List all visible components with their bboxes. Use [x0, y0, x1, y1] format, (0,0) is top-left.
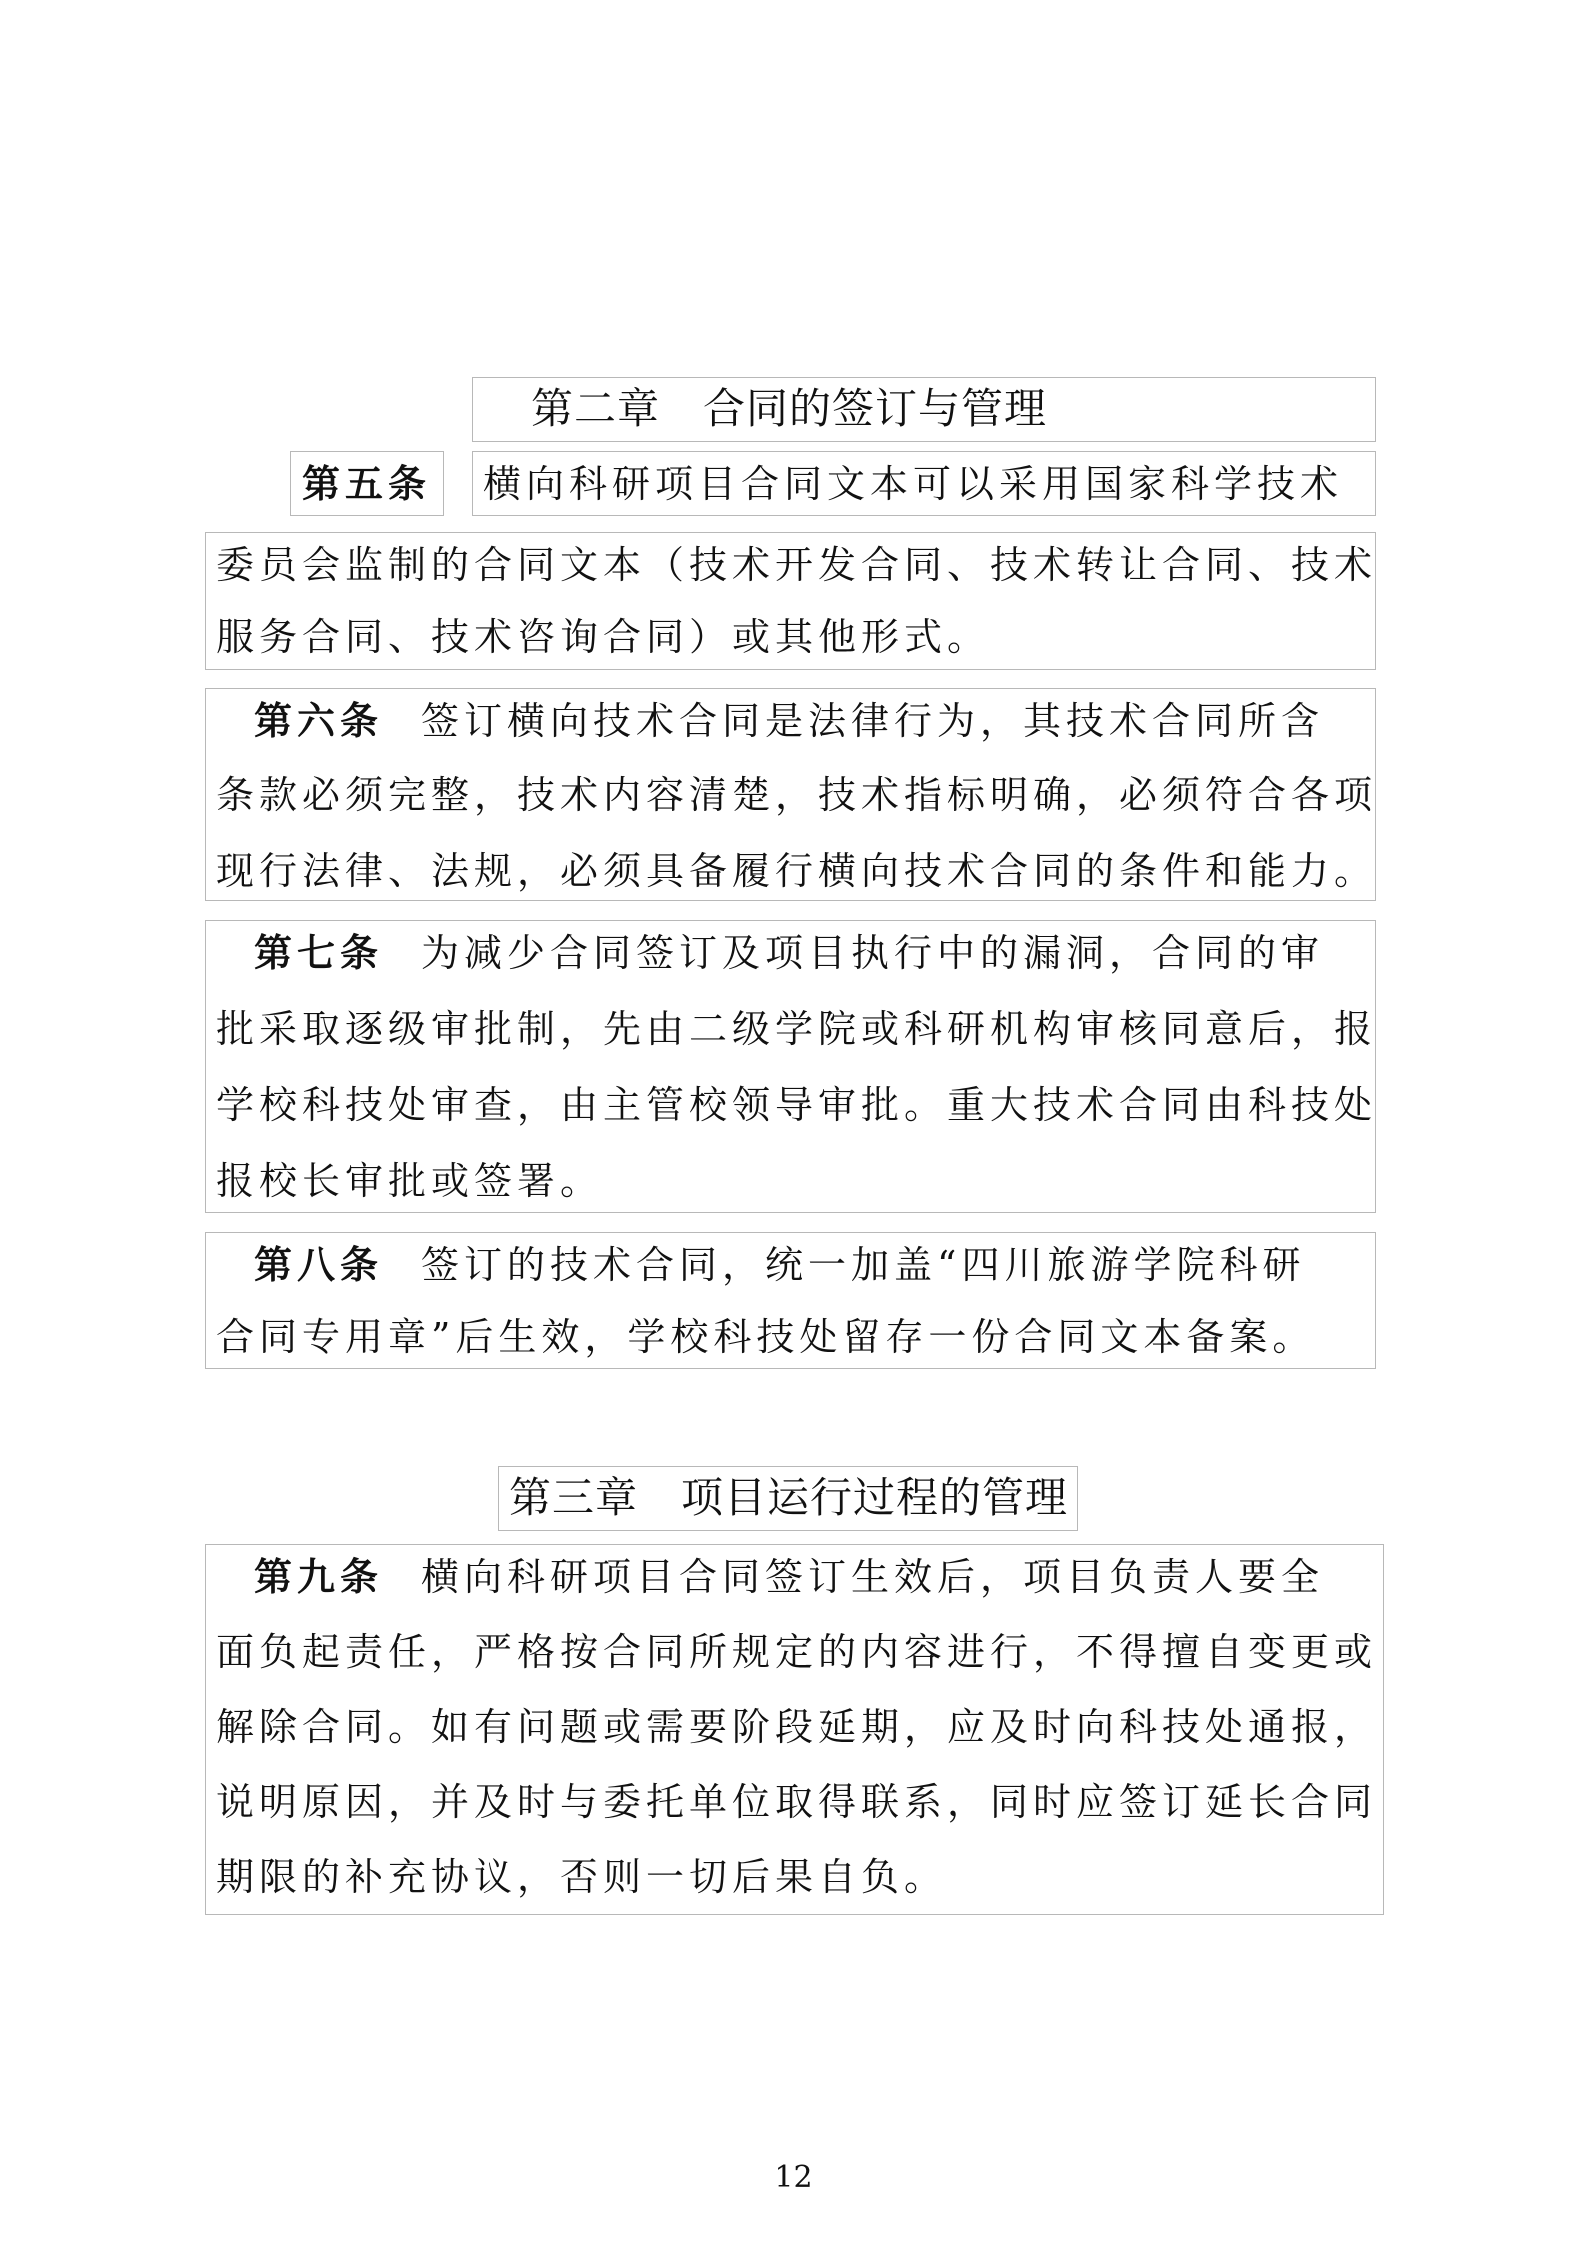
chapter3-title: 第三章 项目运行过程的管理: [509, 1473, 1069, 1522]
article8-line2: 合同专用章”后生效，学校科技处留存一份合同文本备案。: [216, 1315, 1316, 1359]
chapter3-heading-box: [498, 1466, 1078, 1531]
article7-line3: 学校科技处审查，由主管校领导审批。重大技术合同由科技处: [216, 1083, 1378, 1127]
article7-label: 第七条: [254, 930, 384, 975]
article6-box: [205, 688, 1376, 901]
article9-label: 第九条: [254, 1554, 384, 1599]
article5-label-box: [290, 451, 444, 516]
article7-line4: 报校长审批或签署。: [216, 1159, 604, 1203]
article8-box: [205, 1232, 1376, 1369]
page-number: 12: [774, 2160, 813, 2195]
article5-line2: 委员会监制的合同文本（技术开发合同、技术转让合同、技术: [216, 543, 1378, 587]
chapter2-title: 第二章 合同的签订与管理: [531, 384, 1048, 433]
article5-continuation-box: [205, 532, 1376, 670]
article7-line2: 批采取逐级审批制，先由二级学院或科研机构审核同意后，报: [216, 1007, 1378, 1051]
article9-line4: 说明原因，并及时与委托单位取得联系，同时应签订延长合同: [216, 1780, 1378, 1824]
article9-box: [205, 1544, 1384, 1915]
article8-label: 第八条: [254, 1242, 384, 1287]
article7-box: [205, 920, 1376, 1213]
article9-line2: 面负起责任，严格按合同所规定的内容进行，不得擅自变更或: [216, 1630, 1378, 1674]
article5-label: 第五条: [302, 461, 432, 506]
article6-line3: 现行法律、法规，必须具备履行横向技术合同的条件和能力。: [216, 849, 1378, 893]
article5-line3: 服务合同、技术咨询合同）或其他形式。: [216, 615, 991, 659]
article9-line1-text: 横向科研项目合同签订生效后，项目负责人要全: [421, 1555, 1325, 1599]
article9-line5: 期限的补充协议，否则一切后果自负。: [216, 1855, 948, 1899]
article6-line1: [216, 697, 1375, 745]
article6-line1-text: 签订横向技术合同是法律行为，其技术合同所含: [421, 699, 1325, 743]
article8-line1: [216, 1241, 1375, 1289]
article9-line3: 解除合同。如有问题或需要阶段延期，应及时向科技处通报，: [216, 1705, 1378, 1749]
article8-line1-text: 签订的技术合同，统一加盖“四川旅游学院科研: [421, 1243, 1306, 1287]
article6-label: 第六条: [254, 698, 384, 743]
article5-line1-box: [472, 451, 1376, 516]
article5-line1: 横向科研项目合同文本可以采用国家科学技术: [483, 462, 1344, 506]
chapter2-heading-box: [472, 377, 1376, 442]
article7-line1: [216, 929, 1375, 977]
article9-line1: [216, 1553, 1383, 1601]
article7-line1-text: 为减少合同签订及项目执行中的漏洞，合同的审: [421, 931, 1325, 975]
article6-line2: 条款必须完整，技术内容清楚，技术指标明确，必须符合各项: [216, 773, 1378, 817]
